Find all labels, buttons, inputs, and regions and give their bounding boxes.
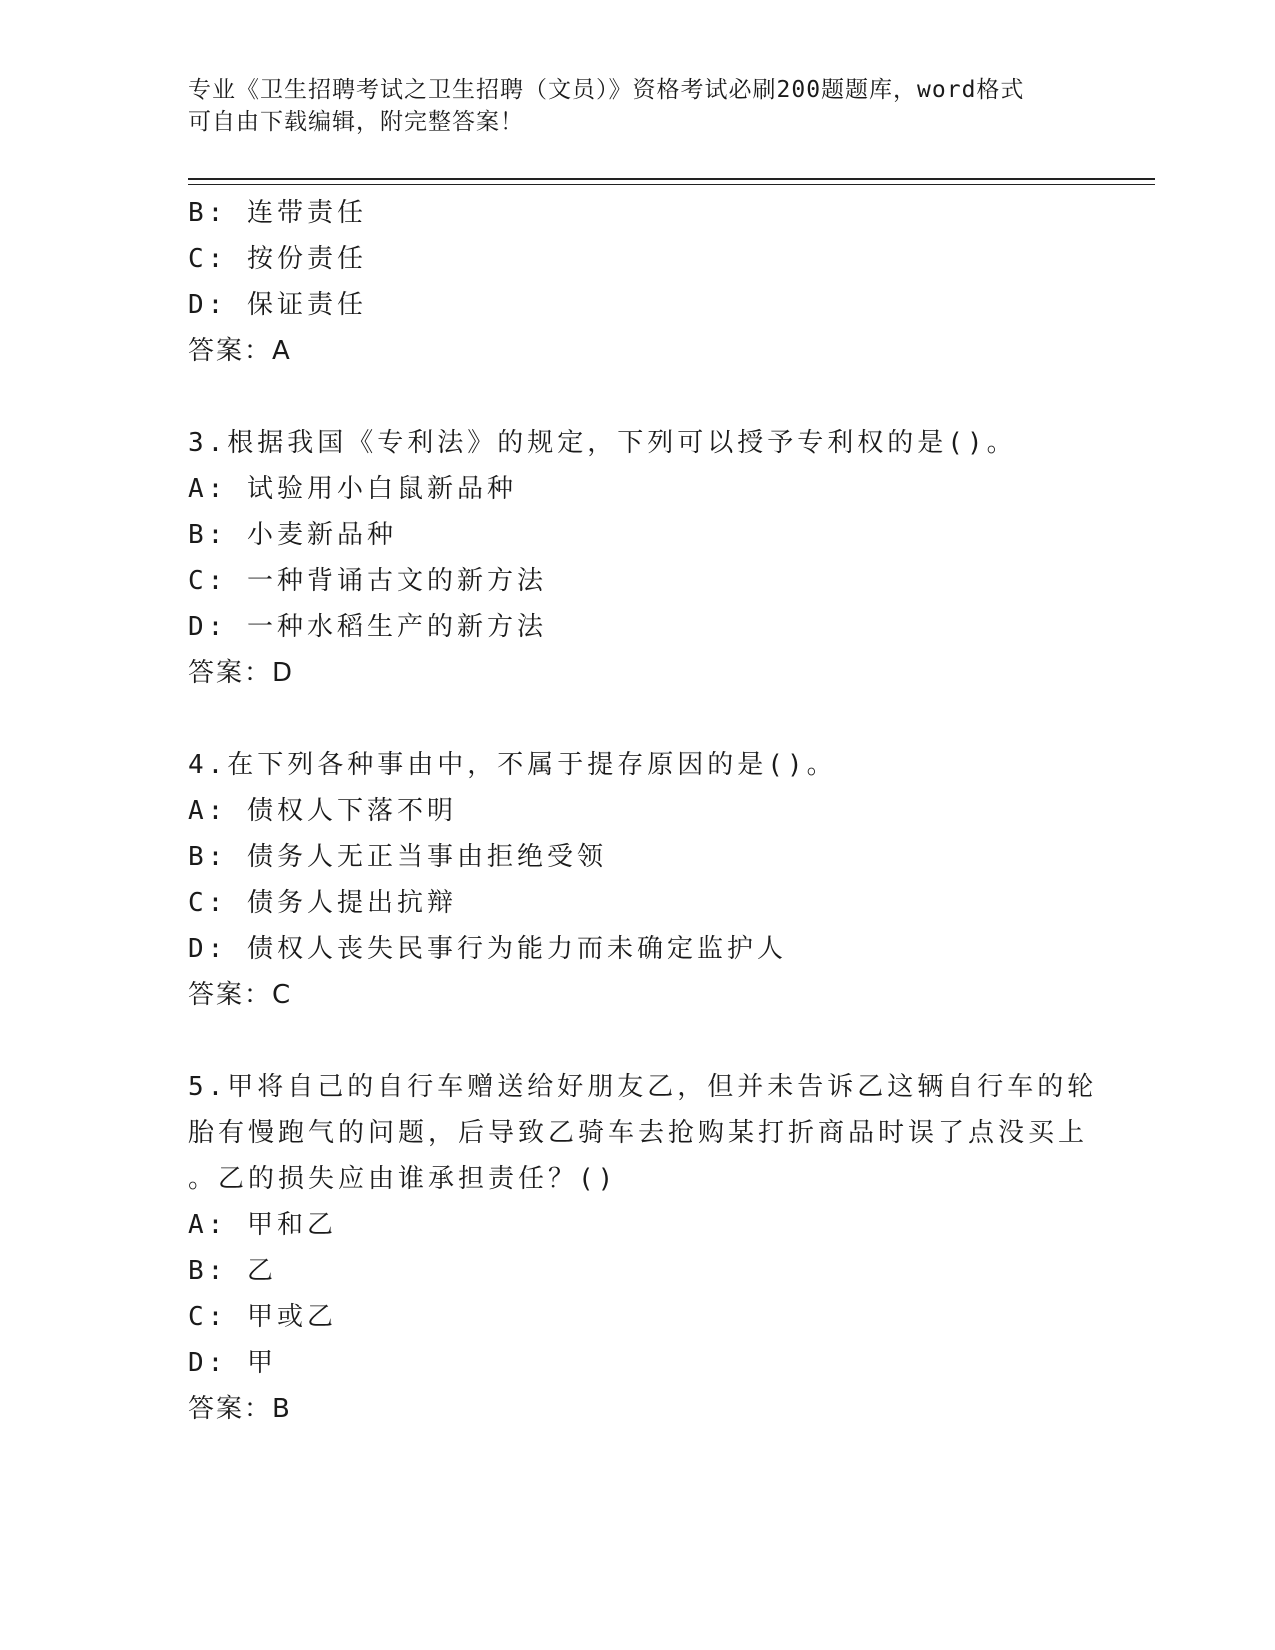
answer: 答案：D bbox=[188, 658, 295, 688]
header-line-2: 可自由下载编辑，附完整答案！ bbox=[188, 109, 524, 135]
option-d: D: 保证责任 bbox=[188, 290, 367, 320]
question-stem-line-3: 。乙的损失应由谁承担责任？() bbox=[188, 1164, 618, 1194]
question-4 bbox=[188, 742, 1088, 1018]
document-header bbox=[188, 74, 1068, 138]
option-c: C: 债务人提出抗辩 bbox=[188, 888, 457, 918]
header-line-1: 专业《卫生招聘考试之卫生招聘（文员）》资格考试必刷200题题库，word格式 bbox=[188, 77, 1025, 103]
question-list bbox=[188, 190, 1098, 1432]
option-d: D: 债权人丧失民事行为能力而未确定监护人 bbox=[188, 934, 787, 964]
answer: 答案：B bbox=[188, 1394, 292, 1424]
option-c: C: 一种背诵古文的新方法 bbox=[188, 566, 547, 596]
question-5 bbox=[188, 1064, 1098, 1432]
option-a: A: 试验用小白鼠新品种 bbox=[188, 474, 517, 504]
option-d: D: 甲 bbox=[188, 1348, 277, 1378]
option-c: C: 按份责任 bbox=[188, 244, 367, 274]
option-b: B: 连带责任 bbox=[188, 198, 367, 228]
option-a: A: 甲和乙 bbox=[188, 1210, 337, 1240]
answer: 答案：C bbox=[188, 980, 293, 1010]
option-a: A: 债权人下落不明 bbox=[188, 796, 457, 826]
question-stem: 4.在下列各种事由中，不属于提存原因的是()。 bbox=[188, 750, 837, 780]
header-divider-thin bbox=[188, 184, 1155, 185]
question-stem: 3.根据我国《专利法》的规定，下列可以授予专利权的是()。 bbox=[188, 428, 1017, 458]
option-b: B: 小麦新品种 bbox=[188, 520, 397, 550]
option-b: B: 乙 bbox=[188, 1256, 277, 1286]
option-b: B: 债务人无正当事由拒绝受领 bbox=[188, 842, 607, 872]
question-stem-line-2: 胎有慢跑气的问题，后导致乙骑车去抢购某打折商品时误了点没买上 bbox=[188, 1118, 1089, 1148]
question-3 bbox=[188, 420, 1088, 696]
option-c: C: 甲或乙 bbox=[188, 1302, 337, 1332]
header-divider-thick bbox=[188, 178, 1155, 180]
question-stem-line-1: 5.甲将自己的自行车赠送给好朋友乙，但并未告诉乙这辆自行车的轮 bbox=[188, 1072, 1098, 1102]
option-d: D: 一种水稻生产的新方法 bbox=[188, 612, 547, 642]
question-2-tail bbox=[188, 190, 1088, 374]
answer: 答案：A bbox=[188, 336, 292, 366]
